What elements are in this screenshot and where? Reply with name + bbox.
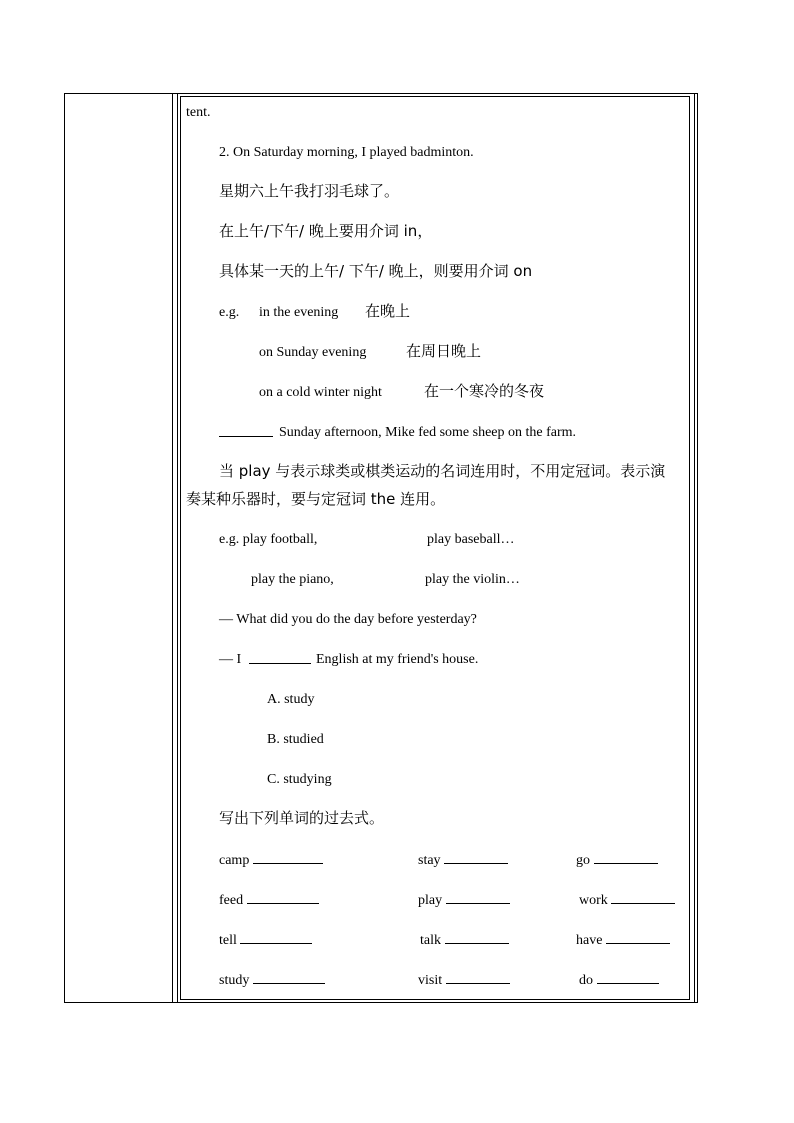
word-item: camp <box>219 851 323 870</box>
column-divider <box>694 93 695 1003</box>
text-line: — What did you do the day before yesterday? <box>219 612 477 627</box>
word-item: go <box>576 851 658 870</box>
blank-line <box>249 651 311 670</box>
text-line: play the violin… <box>425 572 520 587</box>
word-item: stay <box>418 851 508 870</box>
text-line: English at my friend's house. <box>316 652 479 667</box>
word-item: feed <box>219 891 319 910</box>
text-line: e.g. <box>219 305 240 320</box>
word-item: play <box>418 891 510 910</box>
text-line: play baseball… <box>427 532 515 547</box>
text-line: 在上午/下午/ 晚上要用介词 in， <box>219 222 433 240</box>
option-b: B. studied <box>267 732 324 747</box>
text-line: 当 play 与表示球类或棋类运动的名词连用时，不用定冠词。表示演 <box>219 462 666 480</box>
word-item: visit <box>418 971 510 990</box>
text-line: 写出下列单词的过去式。 <box>219 809 385 827</box>
text-line: Sunday afternoon, Mike fed some sheep on the farm. <box>279 425 577 440</box>
text-line: in the evening <box>259 305 339 320</box>
text-line: 奏某种乐器时，要与定冠词 the 连用。 <box>186 490 446 508</box>
word-item: do <box>579 971 659 990</box>
blank-line <box>219 424 273 443</box>
word-item: study <box>219 971 325 990</box>
text-line: 在一个寒冷的冬夜 <box>424 382 545 400</box>
text-line: e.g. play football, <box>219 532 318 547</box>
word-item: have <box>576 931 670 950</box>
option-a: A. study <box>267 692 315 707</box>
text-line: 在周日晚上 <box>406 342 482 360</box>
text-line: 在晚上 <box>365 302 411 320</box>
word-item: work <box>579 891 675 910</box>
text-line: on Sunday evening <box>259 345 367 360</box>
column-divider <box>172 93 173 1003</box>
text-line: on a cold winter night <box>259 385 382 400</box>
text-line: 星期六上午我打羽毛球了。 <box>219 182 400 200</box>
text-line: play the piano, <box>251 572 334 587</box>
column-divider <box>177 93 178 1003</box>
text-line: 2. On Saturday morning, I played badminton. <box>219 145 474 160</box>
text-line: tent. <box>186 105 211 120</box>
option-c: C. studying <box>267 772 332 787</box>
word-item: tell <box>219 931 312 950</box>
text-line: 具体某一天的上午/ 下午/ 晚上，则要用介词 on <box>219 262 533 280</box>
text-line: — I <box>219 652 242 667</box>
word-item: talk <box>420 931 509 950</box>
